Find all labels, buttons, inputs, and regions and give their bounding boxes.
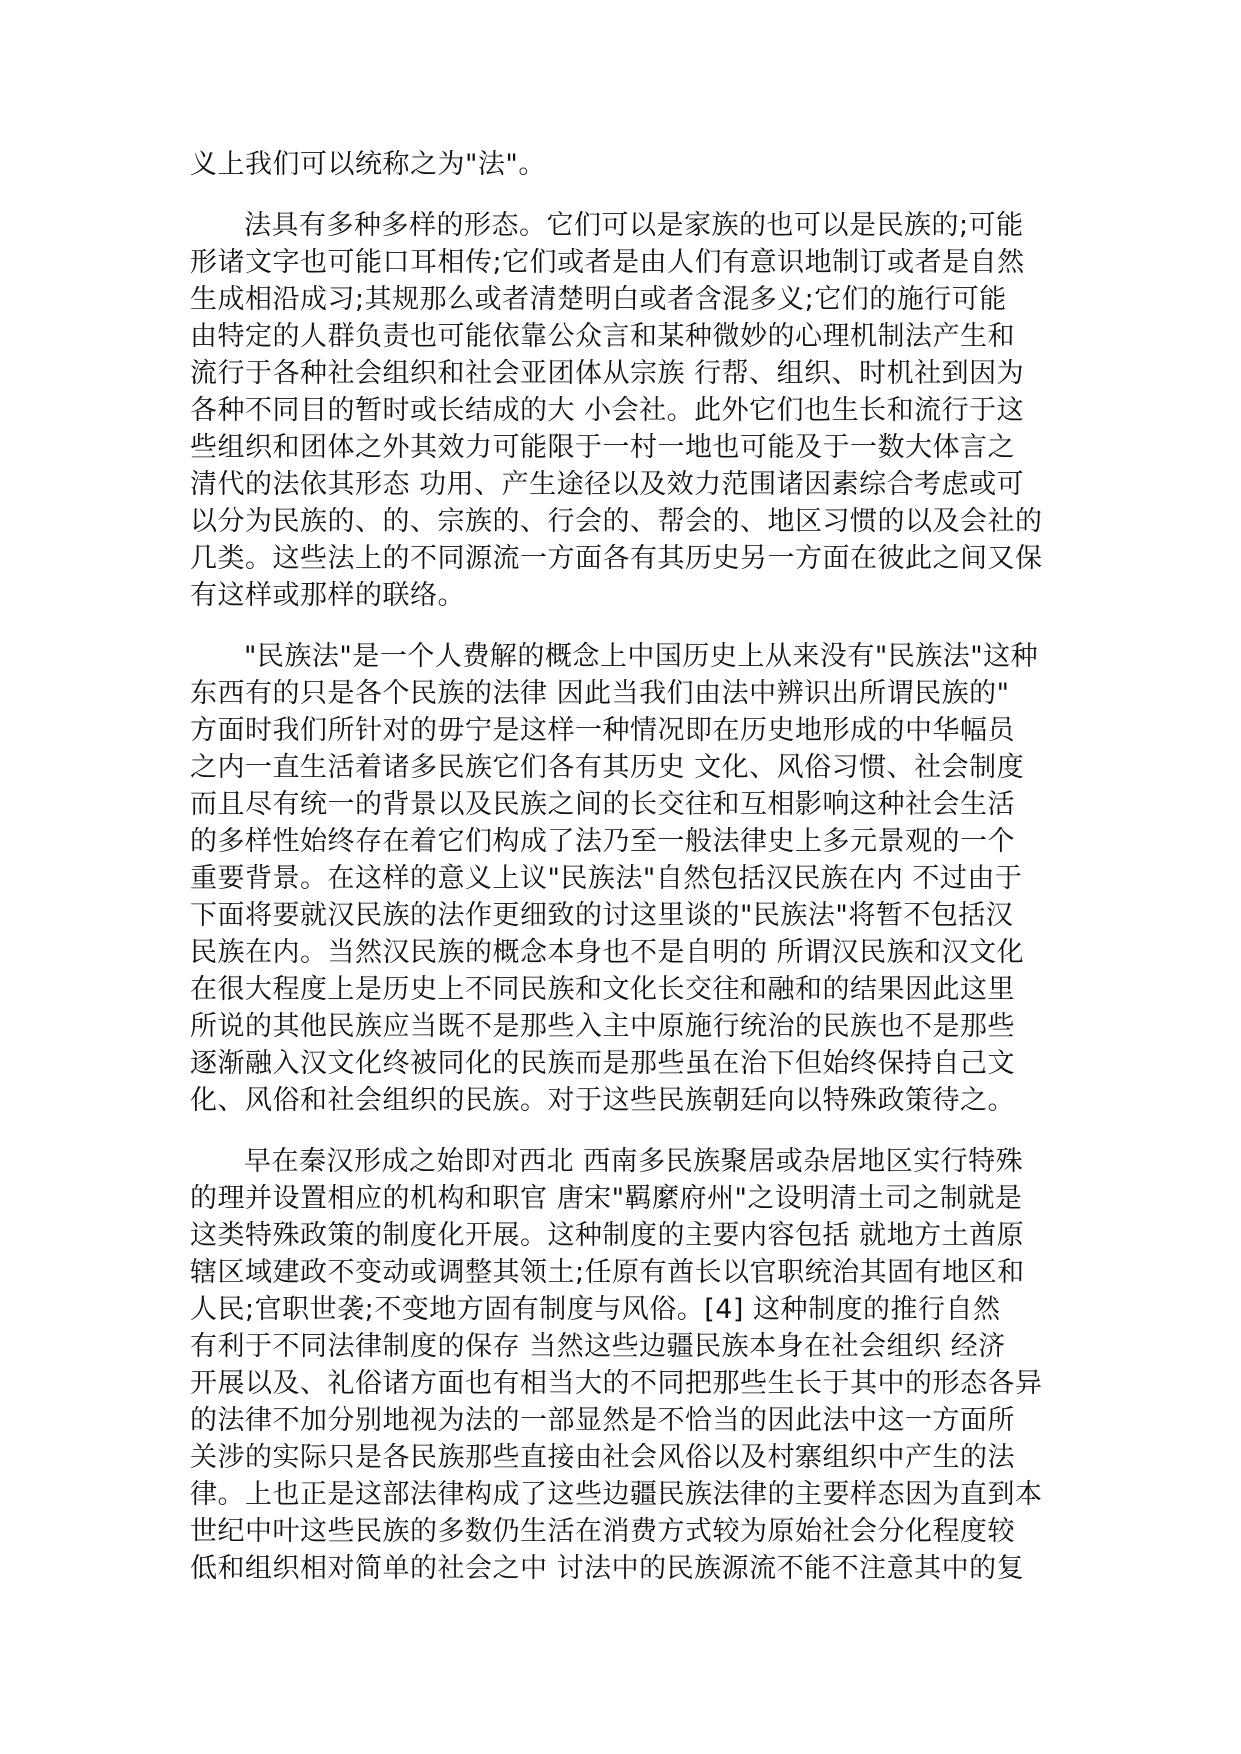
text-line: 民族在内。当然汉民族的概念本身也不是自明的 所谓汉民族和汉文化	[190, 937, 1025, 968]
text-line: "民族法"是一个人费解的概念上中国历史上从来没有"民族法"这种	[244, 641, 1039, 672]
text-line: 关涉的实际只是各民族那些直接由社会风俗以及村寨组织中产生的法	[190, 1442, 1015, 1473]
text-line: 逐渐融入汉文化终被同化的民族而是那些虽在治下但始终保持自己文	[190, 1048, 1015, 1079]
text-line: 的法律不加分别地视为法的一部显然是不恰当的因此法中这一方面所	[190, 1405, 1015, 1436]
text-line: 重要背景。在这样的意义上议"民族法"自然包括汉民族在内 不过由于	[190, 863, 1023, 894]
paragraph-2	[190, 207, 1080, 614]
paragraph-3	[190, 638, 1080, 1119]
text-line: 各种不同目的暂时或长结成的大 小会社。此外它们也生长和流行于这	[190, 395, 1025, 426]
text-line: 开展以及、礼俗诸方面也有相当大的不同把那些生长于其中的形态各异	[190, 1368, 1043, 1399]
text-line: 几类。这些法上的不同源流一方面各有其历史另一方面在彼此之间又保	[190, 543, 1043, 574]
text-line: 低和组织相对简单的社会之中 讨法中的民族源流不能不注意其中的复	[190, 1553, 1025, 1584]
text-line: 所说的其他民族应当既不是那些入主中原施行统治的民族也不是那些	[190, 1011, 1015, 1042]
text-line: 这类特殊政策的制度化开展。这种制度的主要内容包括 就地方土酋原	[190, 1220, 1025, 1251]
text-line: 方面时我们所针对的毋宁是这样一种情况即在历史地形成的中华幅员	[190, 715, 1015, 746]
text-line: 而且尽有统一的背景以及民族之间的长交往和互相影响这种社会生活	[190, 789, 1015, 820]
document-body	[190, 146, 1080, 1611]
text-line: 生成相沿成习;其规那么或者清楚明白或者含混多义;它们的施行可能	[190, 284, 1007, 315]
paragraph-1	[190, 146, 1080, 183]
text-line: 法具有多种多样的形态。它们可以是家族的也可以是民族的;可能	[244, 210, 1024, 241]
text-line: 律。上也正是这部法律构成了这些边疆民族法律的主要样态因为直到本	[190, 1479, 1043, 1510]
text-line: 世纪中叶这些民族的多数仍生活在消费方式较为原始社会分化程度较	[190, 1516, 1015, 1547]
text-line: 有利于不同法律制度的保存 当然这些边疆民族本身在社会组织 经济	[190, 1331, 1006, 1362]
paragraph-4	[190, 1143, 1080, 1587]
text-line: 东西有的只是各个民族的法律 因此当我们由法中辨识出所谓民族的"	[190, 678, 1010, 709]
text-line: 之内一直生活着诸多民族它们各有其历史 文化、风俗习惯、社会制度	[190, 752, 1025, 783]
text-line: 由特定的人群负责也可能依靠公众言和某种微妙的心理机制法产生和	[190, 321, 1015, 352]
text-line: 清代的法依其形态 功用、产生途径以及效力范围诸因素综合考虑或可	[190, 469, 1025, 500]
text-line: 流行于各种社会组织和社会亚团体从宗族 行帮、组织、时机社到因为	[190, 358, 1025, 389]
text-line: 有这样或那样的联络。	[190, 580, 465, 611]
text-line: 人民;官职世袭;不变地方固有制度与风俗。[4] 这种制度的推行自然	[190, 1294, 1001, 1325]
text-line: 些组织和团体之外其效力可能限于一村一地也可能及于一数大体言之	[190, 432, 1015, 463]
text-line: 形诸文字也可能口耳相传;它们或者是由人们有意识地制订或者是自然	[190, 247, 1025, 278]
text-line: 义上我们可以统称之为"法"。	[190, 149, 546, 180]
text-line: 早在秦汉形成之始即对西北 西南多民族聚居或杂居地区实行特殊	[244, 1146, 1024, 1177]
text-line: 的理并设置相应的机构和职官 唐宋"羁縻府州"之设明清土司之制就是	[190, 1183, 1023, 1214]
text-line: 的多样性始终存在着它们构成了法乃至一般法律史上多元景观的一个	[190, 826, 1015, 857]
text-line: 在很大程度上是历史上不同民族和文化长交往和融和的结果因此这里	[190, 974, 1015, 1005]
text-line: 辖区域建政不变动或调整其领土;任原有酋长以官职统治其固有地区和	[190, 1257, 1025, 1288]
text-line: 下面将要就汉民族的法作更细致的讨这里谈的"民族法"将暂不包括汉	[190, 900, 1014, 931]
text-line: 化、风俗和社会组织的民族。对于这些民族朝廷向以特殊政策待之。	[190, 1085, 1015, 1116]
text-line: 以分为民族的、的、宗族的、行会的、帮会的、地区习惯的以及会社的	[190, 506, 1043, 537]
